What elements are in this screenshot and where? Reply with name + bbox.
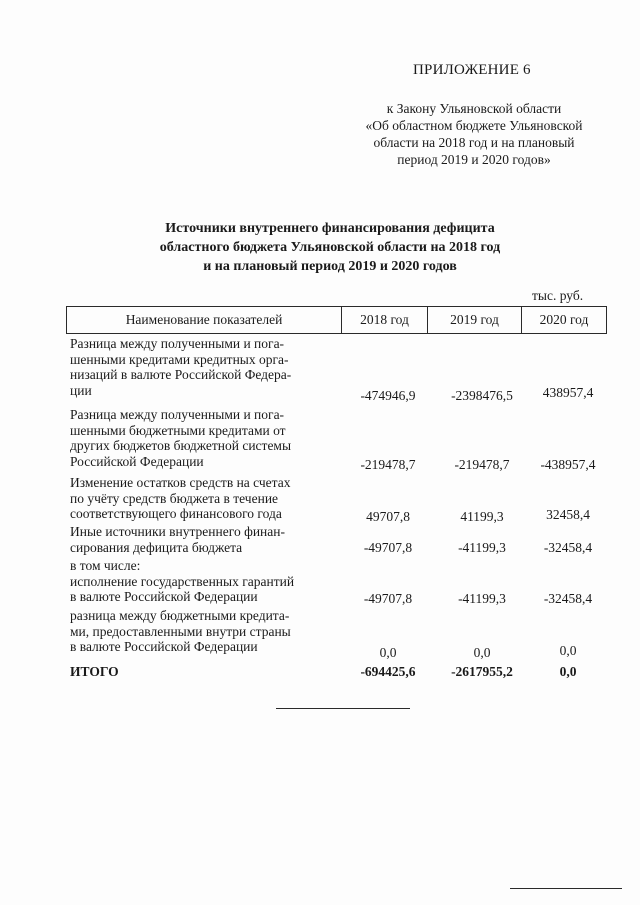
total-2020: 0,0 — [559, 664, 577, 679]
row-name-line: соответствующего финансового года — [70, 506, 282, 522]
value-2020: -32458,4 — [543, 540, 593, 555]
row-name — [70, 407, 350, 469]
value-2018: -219478,7 — [360, 457, 416, 472]
row-name-line: по учёту средств бюджета в течение — [70, 490, 279, 506]
row-name — [70, 558, 350, 605]
appendix-title: ПРИЛОЖЕНИЕ 6 — [413, 62, 531, 78]
row-name-line: Иные источники внутреннего финан- — [70, 524, 285, 539]
title-line: областного бюджета Ульяновской области на 2018 год — [159, 240, 501, 255]
value-2020: -438957,4 — [540, 457, 596, 472]
value-2018: -49707,8 — [363, 591, 413, 606]
appendix-reference — [336, 100, 612, 168]
title-line: Источники внутреннего финансирования дефицита — [165, 221, 495, 236]
row-name-line: сирования дефицита бюджета — [70, 539, 243, 555]
row-name — [70, 336, 350, 398]
row-name-line: Разница между полученными и пога- — [70, 336, 285, 351]
header-indicator-name: Наименование показателей — [125, 312, 283, 327]
row-name-line: Изменение остатков средств на счетах — [70, 475, 291, 490]
title-line: и на плановый период 2019 и 2020 годов — [203, 259, 457, 274]
row-name-line: Разница между полученными и пога- — [70, 407, 285, 422]
value-2018: -474946,9 — [360, 388, 416, 403]
value-2019: -41199,3 — [458, 591, 506, 606]
footer-rule — [510, 888, 622, 889]
value-2019: 0,0 — [473, 645, 491, 660]
value-2019: -219478,7 — [454, 457, 510, 472]
value-2019: -2398476,5 — [451, 388, 513, 403]
table-header — [66, 306, 607, 334]
appendix-line: к Закону Ульяновской области — [386, 101, 562, 116]
total-2019: -2617955,2 — [451, 664, 513, 679]
total-label: ИТОГО — [70, 664, 119, 679]
row-name-line: ми, предоставленными внутри страны — [70, 623, 291, 639]
row-name — [70, 524, 350, 555]
value-2018: -49707,8 — [363, 540, 413, 555]
row-name-line: ции — [70, 382, 92, 398]
document-title — [120, 219, 540, 276]
units-label: тыс. руб. — [532, 288, 584, 303]
appendix-line: период 2019 и 2020 годов» — [397, 152, 551, 167]
header-year-2019: 2019 год — [427, 307, 521, 333]
row-name-line: исполнение государственных гарантий — [70, 573, 295, 589]
row-name-line: разница между бюджетными кредита- — [70, 608, 290, 623]
value-2020: -32458,4 — [543, 591, 593, 606]
total-2018: -694425,6 — [360, 664, 416, 679]
appendix-line: области на 2018 год и на плановый — [373, 135, 575, 150]
row-name-line: Российской Федерации — [70, 453, 204, 469]
row-name-line: других бюджетов бюджетной системы — [70, 438, 292, 454]
value-2020: 0,0 — [559, 643, 577, 658]
row-name-line: в том числе: — [70, 558, 141, 573]
row-name — [70, 475, 350, 522]
value-2019: 41199,3 — [460, 509, 504, 524]
end-of-document-rule — [276, 708, 410, 709]
row-name-line: низаций в валюте Российской Федера- — [70, 367, 292, 383]
value-2018: 0,0 — [379, 645, 397, 660]
value-2019: -41199,3 — [458, 540, 506, 555]
row-name-line: шенными кредитами кредитных орга- — [70, 351, 289, 367]
row-name — [70, 608, 350, 655]
row-name-line: в валюте Российской Федерации — [70, 639, 258, 655]
value-2020: 32458,4 — [546, 507, 590, 522]
header-year-2020: 2020 год — [521, 307, 606, 333]
value-2018: 49707,8 — [366, 509, 410, 524]
header-year-2018: 2018 год — [341, 307, 427, 333]
appendix-line: «Об областном бюджете Ульяновской — [365, 118, 583, 133]
row-name-line: в валюте Российской Федерации — [70, 589, 258, 605]
value-2020: 438957,4 — [542, 385, 594, 400]
row-name-line: шенными бюджетными кредитами от — [70, 422, 286, 438]
